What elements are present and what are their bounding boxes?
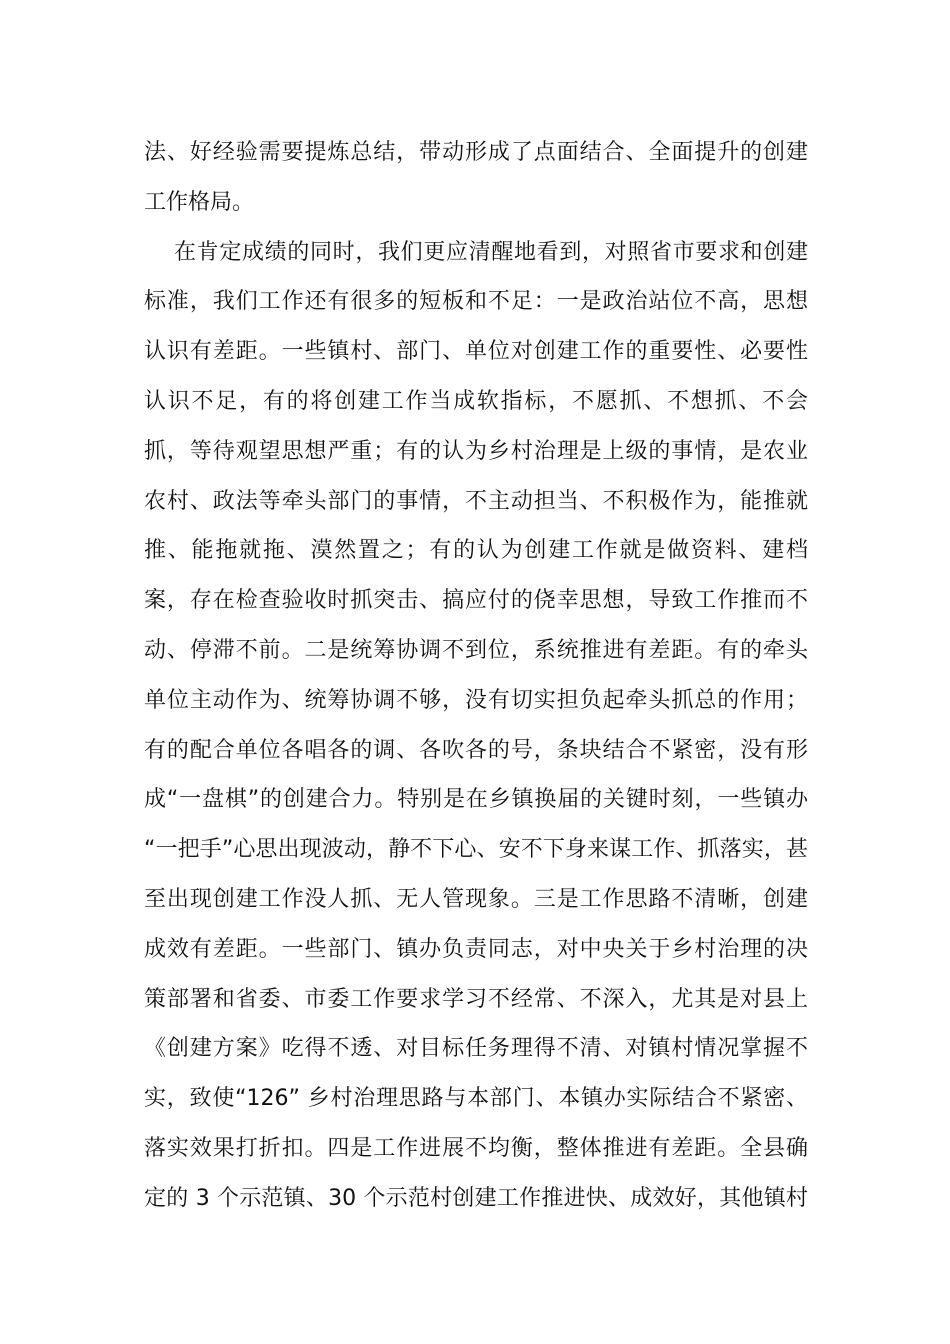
text-line: 策部署和省委、市委工作要求学习不经常、不深入，尤其是对县上	[144, 986, 808, 1012]
text-line: 落实效果打折扣。四是工作进展不均衡，整体推进有差距。全县确	[144, 1135, 808, 1161]
text-line: 有的配合单位各唱各的调、各吹各的号，条块结合不紧密，没有形	[144, 737, 808, 763]
text-line: 实，致使“126” 乡村治理思路与本部门、本镇办实际结合不紧密、	[144, 1086, 809, 1112]
text-line: 《创建方案》吃得不透、对目标任务理得不清、对镇村情况掌握不	[144, 1036, 808, 1062]
text-line: 动、停滞不前。二是统筹协调不到位，系统推进有差距。有的牵头	[144, 637, 808, 663]
text-line: 定的 3 个示范镇、30 个示范村创建工作推进快、成效好，其他镇村	[144, 1185, 808, 1211]
text-line: 工作格局。	[144, 189, 255, 215]
text-line: 认识不足，有的将创建工作当成软指标，不愿抓、不想抓、不会	[144, 388, 808, 414]
text-line: 标准，我们工作还有很多的短板和不足：一是政治站位不高，思想	[144, 289, 808, 315]
body-text	[144, 128, 808, 1224]
text-line: 成“一盘棋”的创建合力。特别是在乡镇换届的关键时刻，一些镇办	[144, 787, 808, 813]
paragraph-first-line: 在肯定成绩的同时，我们更应清醒地看到，对照省市要求和创建	[174, 239, 808, 265]
text-line: 抓，等待观望思想严重；有的认为乡村治理是上级的事情，是农业	[144, 438, 808, 464]
text-line: 至出现创建工作没人抓、无人管现象。三是工作思路不清晰，创建	[144, 886, 808, 912]
text-line: “一把手”心思出现波动，静不下心、安不下身来谋工作、抓落实，甚	[144, 837, 808, 863]
text-line: 法、好经验需要提炼总结，带动形成了点面结合、全面提升的创建	[144, 140, 808, 165]
text-line: 案，存在检查验收时抓突击、搞应付的侥幸思想，导致工作推而不	[144, 588, 808, 614]
text-line: 农村、政法等牵头部门的事情，不主动担当、不积极作为，能推就	[144, 488, 808, 514]
text-line: 认识有差距。一些镇村、部门、单位对创建工作的重要性、必要性	[144, 339, 808, 365]
text-line: 推、能拖就拖、漠然置之；有的认为创建工作就是做资料、建档	[144, 538, 808, 564]
text-line: 成效有差距。一些部门、镇办负责同志，对中央关于乡村治理的决	[144, 936, 808, 962]
text-line: 单位主动作为、统筹协调不够，没有切实担负起牵头抓总的作用；	[144, 687, 808, 713]
